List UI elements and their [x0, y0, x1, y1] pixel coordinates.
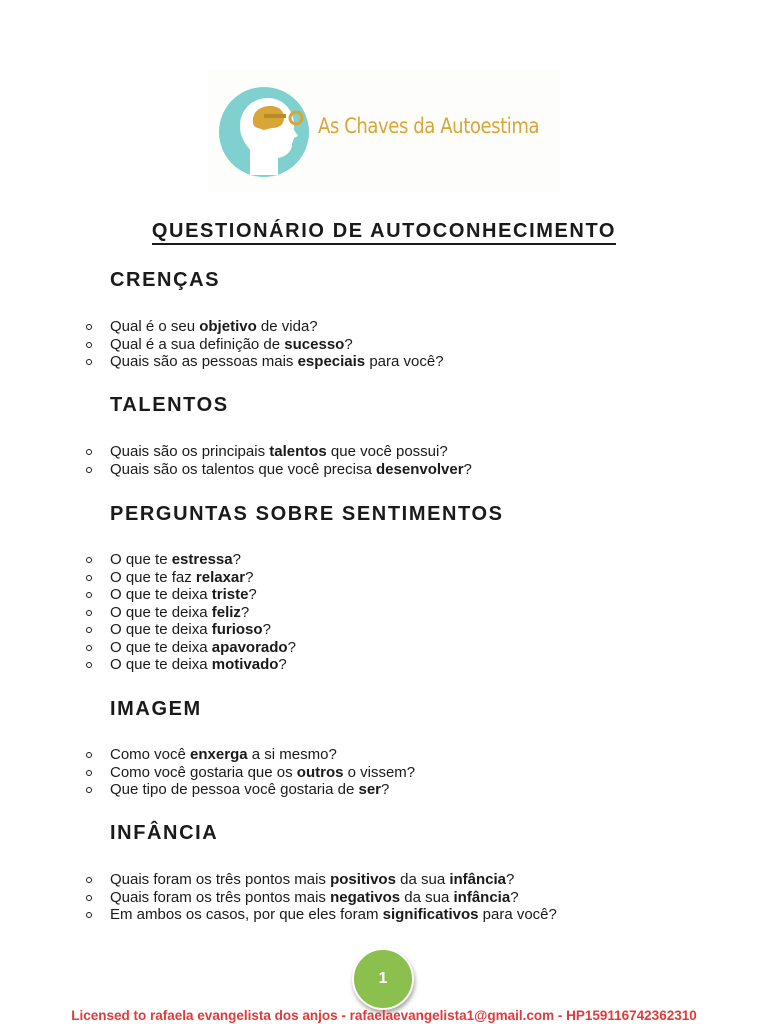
- bullet-icon: [86, 449, 92, 455]
- list-item: O que te deixa triste?: [0, 586, 768, 604]
- section-sentimentos: [0, 502, 768, 674]
- list-item: Como você gostaria que os outros o vissem?: [0, 764, 768, 782]
- bullet-icon: [86, 895, 92, 901]
- section-heading: CRENÇAS: [110, 269, 221, 291]
- bullet-icon: [86, 324, 92, 330]
- bullet-icon: [86, 787, 92, 793]
- list-item: O que te deixa apavorado?: [0, 639, 768, 657]
- section-heading: TALENTOS: [110, 394, 229, 416]
- list-item: Quais são os principais talentos que você possui?: [0, 443, 768, 461]
- list-item: Qual é o seu objetivo de vida?: [0, 318, 768, 336]
- list-item: O que te deixa furioso?: [0, 621, 768, 639]
- bullet-icon: [86, 627, 92, 633]
- page-number: 1: [352, 948, 414, 1010]
- bullet-icon: [86, 645, 92, 651]
- list-item: O que te estressa?: [0, 551, 768, 569]
- bullet-icon: [86, 359, 92, 365]
- question-list: [0, 318, 768, 371]
- bullet-icon: [86, 575, 92, 581]
- bullet-icon: [86, 592, 92, 598]
- question-list: [0, 443, 768, 478]
- logo: [208, 70, 560, 192]
- bullet-icon: [86, 342, 92, 348]
- list-item: Que tipo de pessoa você gostaria de ser?: [0, 781, 768, 799]
- list-item: O que te deixa motivado?: [0, 656, 768, 674]
- section-heading: PERGUNTAS SOBRE SENTIMENTOS: [110, 503, 504, 525]
- section-heading: INFÂNCIA: [110, 822, 219, 844]
- section-talentos: [0, 393, 768, 478]
- question-list: [0, 871, 768, 924]
- bullet-icon: [86, 770, 92, 776]
- bullet-icon: [86, 610, 92, 616]
- list-item: Em ambos os casos, por que eles foram significativos para você?: [0, 906, 768, 924]
- bullet-icon: [86, 662, 92, 668]
- list-item: Como você enxerga a si mesmo?: [0, 746, 768, 764]
- bullet-icon: [86, 912, 92, 918]
- logo-text: As Chaves da Autoestima: [318, 114, 540, 138]
- list-item: Quais são as pessoas mais especiais para você?: [0, 353, 768, 371]
- section-imagem: [0, 697, 768, 799]
- question-list: [0, 551, 768, 674]
- list-item: Quais foram os três pontos mais positivos da sua infância?: [0, 871, 768, 889]
- list-item: O que te faz relaxar?: [0, 569, 768, 587]
- list-item: Quais são os talentos que você precisa desenvolver?: [0, 461, 768, 479]
- bullet-icon: [86, 467, 92, 473]
- list-item: Qual é a sua definição de sucesso?: [0, 336, 768, 354]
- license-footer: Licensed to rafaela evangelista dos anjos - rafaelaevangelista1@gmail.com - HP159116742362310: [71, 1008, 697, 1023]
- section-heading: IMAGEM: [110, 698, 202, 720]
- section-crencas: [0, 268, 768, 371]
- question-list: [0, 746, 768, 799]
- document-title: QUESTIONÁRIO DE AUTOCONHECIMENTO: [0, 220, 768, 243]
- bullet-icon: [86, 557, 92, 563]
- list-item: O que te deixa feliz?: [0, 604, 768, 622]
- bullet-icon: [86, 877, 92, 883]
- section-infancia: [0, 821, 768, 924]
- list-item: Quais foram os três pontos mais negativos da sua infância?: [0, 889, 768, 907]
- bullet-icon: [86, 752, 92, 758]
